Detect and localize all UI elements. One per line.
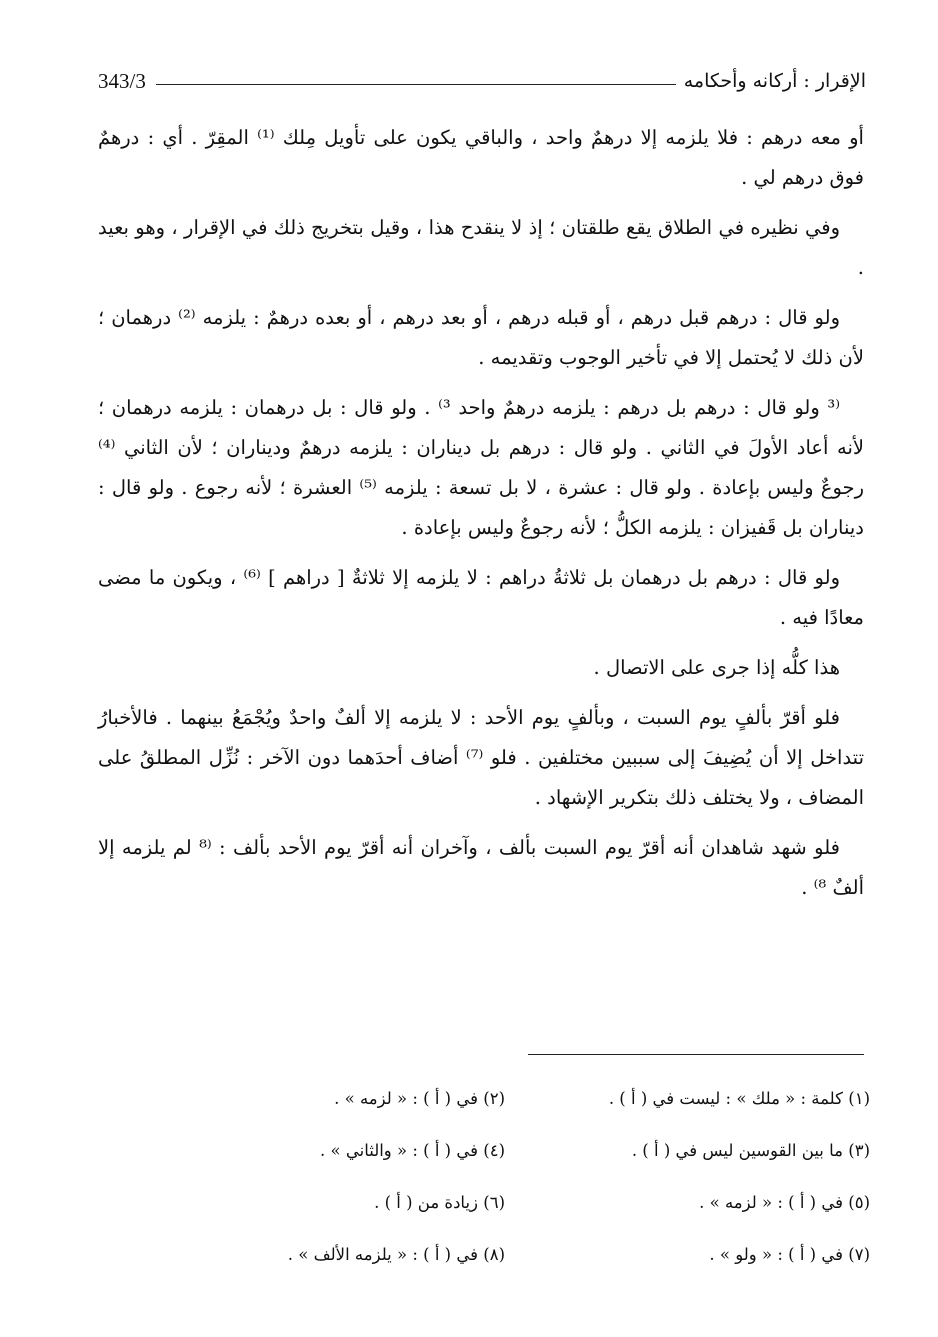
footnote: (٦) زيادة من ( أ ) .	[374, 1193, 505, 1212]
paragraph: فلو شهد شاهدان أنه أقرّ يوم السبت بألف ، وآخران أنه أقرّ يوم الأحد بألف : ⁽⁸ لم يلزمه إلا ألفٌ ⁸⁾ .	[98, 836, 864, 899]
footnote: (١) كلمة : « ملك » : ليست في ( أ ) .	[608, 1089, 870, 1108]
paragraph: فلو أقرّ بألفٍ يوم السبت ، وبألفٍ يوم الأحد : لا يلزمه إلا ألفٌ واحدٌ ويُجْمَعُ بينهما . فالأخبارُ تتداخل إلا أن يُضِيفَ إلى سببين مختلفين . فلو ⁽⁷⁾ أضاف أحدَهما دون الآخر : نُزِّل المطلقُ على المضاف ، ولا يختلف ذلك بتكرير الإشهاد .	[98, 706, 864, 809]
footnote: (٢) في ( أ ) : « لزمه » .	[334, 1089, 505, 1108]
running-header	[98, 62, 866, 100]
footnote: (٣) ما بين القوسين ليس في ( أ ) .	[631, 1141, 870, 1160]
paragraph: أو معه درهم : فلا يلزمه إلا درهمٌ واحد ، والباقي يكون على تأويل مِلك ⁽¹⁾ المقِرّ . أي : درهمٌ فوق درهم لي .	[98, 126, 864, 189]
footnote: (٤) في ( أ ) : « والثاني » .	[320, 1141, 505, 1160]
footnote: (٨) في ( أ ) : « يلزمه الألف » .	[287, 1245, 505, 1264]
footnotes	[180, 1080, 870, 1274]
footnote-separator	[528, 1054, 864, 1055]
footnote: (٧) في ( أ ) : « ولو » .	[709, 1245, 870, 1264]
paragraph: وفي نظيره في الطلاق يقع طلقتان ؛ إذ لا ينقدح هذا ، وقيل بتخريج ذلك في الإقرار ، وهو بعيد .	[98, 216, 864, 279]
header-rule	[156, 84, 676, 85]
paragraph: هذا كلُّه إذا جرى على الاتصال .	[593, 656, 840, 679]
paragraph: ولو قال : درهم بل درهمان بل ثلاثةُ دراهم : لا يلزمه إلا ثلاثةٌ [ دراهم ] ⁽⁶⁾ ، ويكون ما مضى معادًا فيه .	[98, 566, 864, 629]
footnote: (٥) في ( أ ) : « لزمه » .	[699, 1193, 870, 1212]
page-number: 343/3	[98, 68, 146, 93]
paragraph: ⁽³ ولو قال : درهم بل درهم : يلزمه درهمٌ واحد ³⁾ . ولو قال : بل درهمان : يلزمه درهمان ؛ لأنه أعاد الأولَ في الثاني . ولو قال : درهم بل ديناران : يلزمه درهمٌ وديناران ؛ لأن الثاني ⁽⁴⁾ رجوعٌ وليس بإعادة . ولو قال : عشرة ، لا بل تسعة : يلزمه ⁽⁵⁾ العشرة ؛ لأنه رجوع . ولو قال : ديناران بل قَفيزان : يلزمه الكلُّ ؛ لأنه رجوعٌ وليس بإعادة .	[98, 396, 864, 539]
paragraph: ولو قال : درهم قبل درهم ، أو قبله درهم ، أو بعد درهم ، أو بعده درهمٌ : يلزمه ⁽²⁾ درهمان ؛ لأن ذلك لا يُحتمل إلا في تأخير الوجوب وتقديمه .	[98, 306, 864, 369]
main-text	[98, 118, 864, 918]
running-title: الإقرار : أركانه وأحكامه	[683, 70, 866, 92]
